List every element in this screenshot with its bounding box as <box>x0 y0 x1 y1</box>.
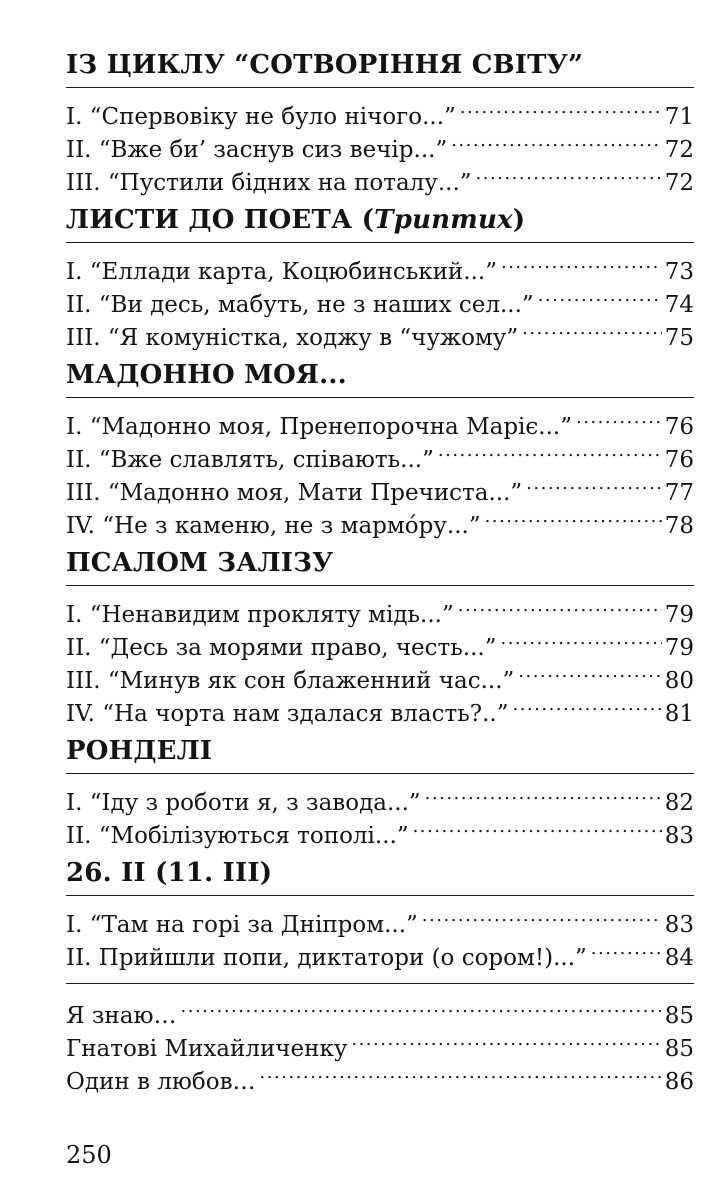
entry-page: 86 <box>664 1069 694 1095</box>
entry-title: Гнатові Михайличенку <box>66 1036 348 1062</box>
section-title: МАДОННО МОЯ... <box>66 357 694 398</box>
dot-leader <box>518 655 661 688</box>
entry-page: 76 <box>664 414 694 440</box>
toc-entry[interactable] <box>66 91 694 130</box>
entry-page: 71 <box>664 104 694 130</box>
dot-leader <box>260 1056 662 1089</box>
entry-title: IV. “На чорта нам здалася власть?..” <box>66 701 509 727</box>
entry-page: 82 <box>664 790 694 816</box>
section-title: 26. ІІ (11. ІІІ) <box>66 855 694 896</box>
table-of-contents <box>66 47 694 1095</box>
entry-title: ІІІ. “Пустили бідних на поталу...” <box>66 170 472 196</box>
toc-section <box>66 733 694 849</box>
entry-page: 74 <box>664 292 694 318</box>
toc-section <box>66 357 694 539</box>
entry-title: ІІ. “Ви десь, мабуть, не з наших сел...” <box>66 292 534 318</box>
entry-page: 75 <box>664 325 694 351</box>
dot-leader <box>512 688 661 721</box>
toc-section <box>66 202 694 351</box>
section-title-text: ЛИСТИ ДО ПОЕТА ( <box>66 205 375 235</box>
entry-page: 76 <box>664 447 694 473</box>
dot-leader <box>526 467 662 500</box>
entry-page: 85 <box>664 1036 694 1062</box>
entry-title: І. “Іду з роботи я, з завода...” <box>66 790 421 816</box>
toc-entry[interactable] <box>66 589 694 628</box>
entry-title: Я знаю… <box>66 1003 177 1029</box>
toc-entry[interactable] <box>66 990 694 1029</box>
entry-title: І. “Ненавидим прокляту мідь...” <box>66 602 454 628</box>
dot-leader <box>438 434 662 467</box>
toc-entry[interactable] <box>66 246 694 285</box>
entry-page: 78 <box>664 513 694 539</box>
dot-leader <box>422 899 662 932</box>
entry-title: ІІІ. “Я комуністка, ходжу в “чужому” <box>66 325 519 351</box>
entry-page: 77 <box>664 480 694 506</box>
entry-title: ІІ. “Вже би’ заснув сиз вечір...” <box>66 137 448 163</box>
toc-section <box>66 855 694 971</box>
dot-leader <box>460 91 662 124</box>
entry-title: IV. “Не з каменю, не з мармо́ру...” <box>66 513 481 539</box>
entry-page: 79 <box>664 635 694 661</box>
dot-leader <box>351 1023 661 1056</box>
dot-leader <box>591 932 662 965</box>
dot-leader <box>413 810 662 843</box>
dot-leader <box>500 622 661 655</box>
section-title-italic: Триптих <box>374 205 513 235</box>
entry-title: ІІ. “Вже славлять, співають...” <box>66 447 434 473</box>
dot-leader <box>538 279 662 312</box>
entry-page: 84 <box>664 945 694 971</box>
entry-title: ІІІ. “Мадонно моя, Мати Пречиста...” <box>66 480 523 506</box>
standalone-entries <box>66 983 694 1095</box>
dot-leader <box>485 500 662 533</box>
entry-page: 83 <box>664 823 694 849</box>
toc-section <box>66 545 694 727</box>
entry-title: ІІ. Прийшли попи, диктатори (о сором!)...” <box>66 945 587 971</box>
toc-entry[interactable] <box>66 401 694 440</box>
dot-leader <box>476 157 662 190</box>
entry-page: 72 <box>664 137 694 163</box>
entry-title: І. “Спервовіку не було нічого...” <box>66 104 456 130</box>
entry-page: 83 <box>664 912 694 938</box>
dot-leader <box>501 246 662 279</box>
entry-title: І. “Еллади карта, Коцюбинський...” <box>66 259 497 285</box>
toc-entry[interactable] <box>66 899 694 938</box>
section-title-suffix: ) <box>512 205 526 235</box>
dot-leader <box>425 777 662 810</box>
entry-title: ІІ. “Мобілізуються тополі...” <box>66 823 409 849</box>
entry-page: 80 <box>664 668 694 694</box>
section-title: ІЗ ЦИКЛУ “СОТВОРІННЯ СВІТУ” <box>66 47 694 88</box>
entry-title: ІІ. “Десь за морями право, честь...” <box>66 635 497 661</box>
dot-leader <box>576 401 662 434</box>
entry-page: 79 <box>664 602 694 628</box>
dot-leader <box>458 589 662 622</box>
entry-title: ІІІ. “Минув як сон блаженний час...” <box>66 668 515 694</box>
entry-page: 72 <box>664 170 694 196</box>
section-title <box>66 202 694 243</box>
entry-title: І. “Там на горі за Дніпром...” <box>66 912 418 938</box>
dot-leader <box>181 990 662 1023</box>
page-number: 250 <box>66 1141 112 1169</box>
entry-page: 81 <box>664 701 694 727</box>
entry-title: І. “Мадонно моя, Пренепорочна Маріє...” <box>66 414 572 440</box>
entry-page: 85 <box>664 1003 694 1029</box>
section-title: РОНДЕЛІ <box>66 733 694 774</box>
section-title: ПСАЛОМ ЗАЛІЗУ <box>66 545 694 586</box>
dot-leader <box>451 124 662 157</box>
dot-leader <box>522 312 662 345</box>
toc-section <box>66 47 694 196</box>
entry-page: 73 <box>664 259 694 285</box>
entry-title: Один в любов… <box>66 1069 256 1095</box>
toc-entry[interactable] <box>66 777 694 816</box>
